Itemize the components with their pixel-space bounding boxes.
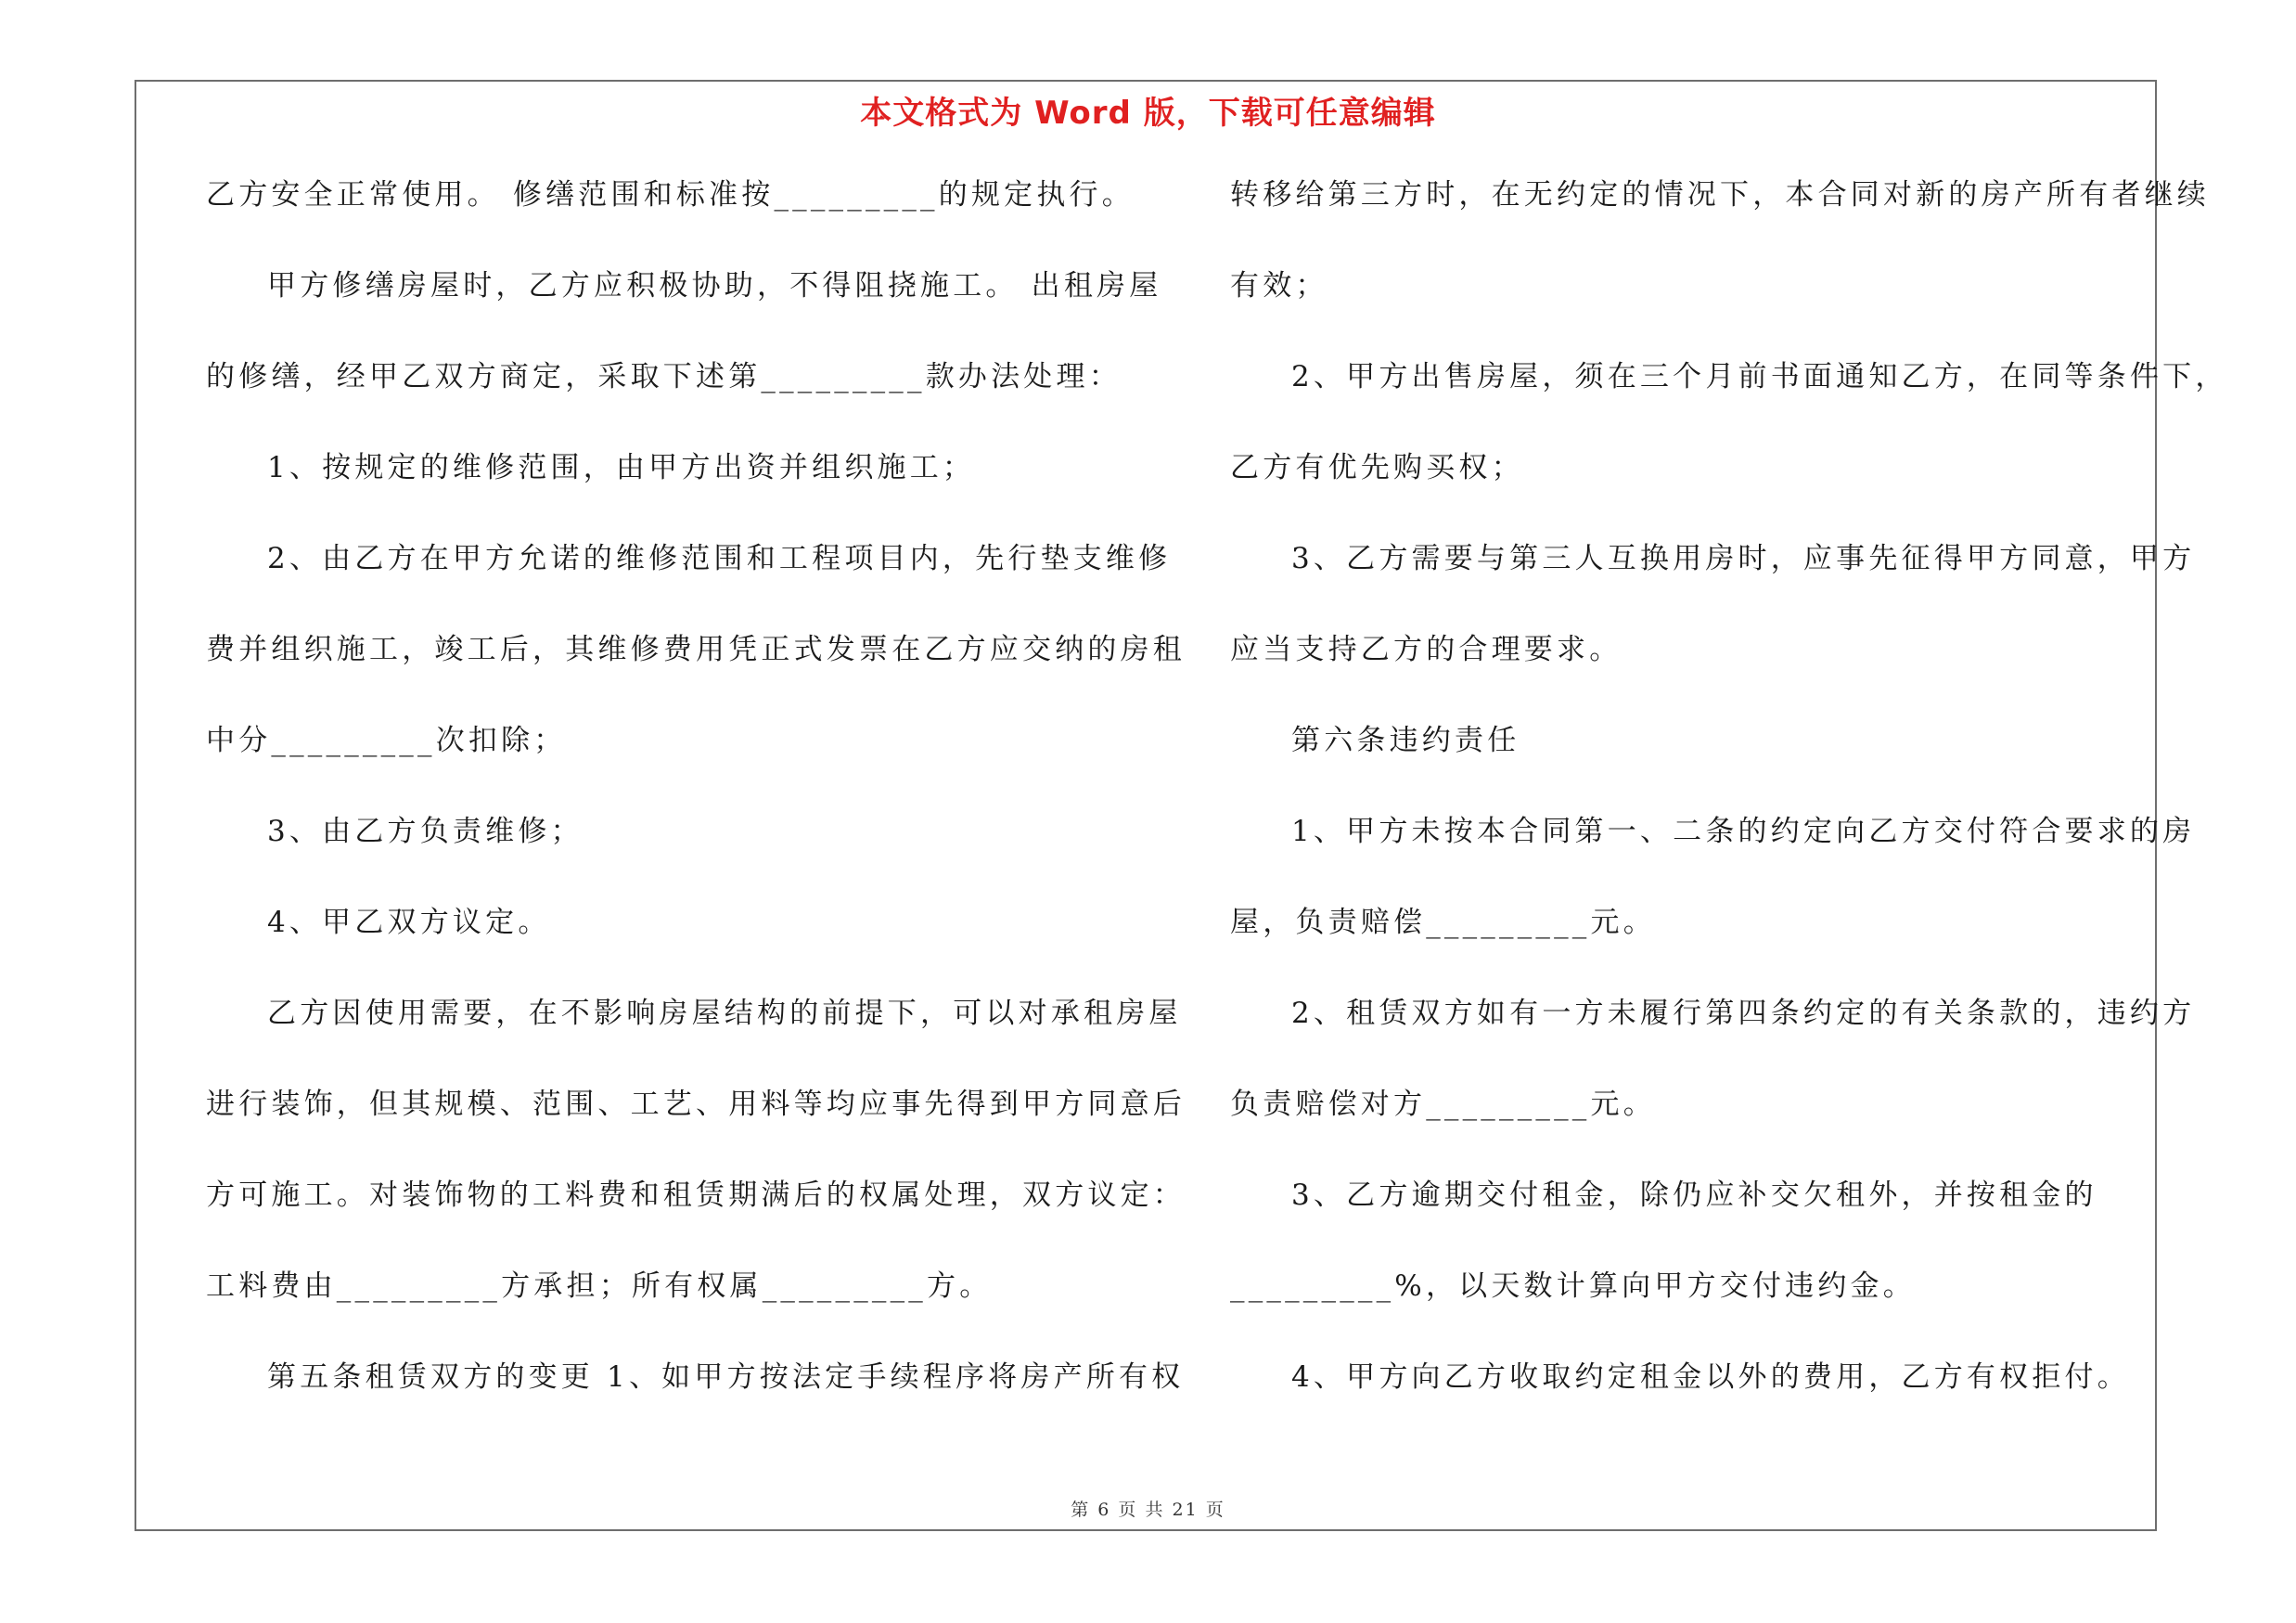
format-notice-banner: 本文格式为 Word 版，下载可任意编辑 xyxy=(860,95,1436,132)
text-line: 乙方有优先购买权； xyxy=(1230,451,1524,484)
text-line: 转移给第三方时，在无约定的情况下，本合同对新的房产所有者继续 xyxy=(1230,178,2210,212)
text-line: 进行装饰，但其规模、范围、工艺、用料等均应事先得到甲方同意后 xyxy=(206,1088,1186,1121)
text-line: 2、由乙方在甲方允诺的维修范围和工程项目内，先行垫支维修 xyxy=(267,542,1172,575)
text-line: 应当支持乙方的合理要求。 xyxy=(1230,633,1623,666)
text-line: 第五条租赁双方的变更 1、如甲方按法定手续程序将房产所有权 xyxy=(267,1360,1185,1394)
text-line: 4、甲方向乙方收取约定租金以外的费用，乙方有权拒付。 xyxy=(1291,1360,2130,1394)
text-line: 甲方修缮房屋时，乙方应积极协助，不得阻挠施工。 出租房屋 xyxy=(267,269,1162,303)
text-line: 2、甲方出售房屋，须在三个月前书面通知乙方，在同等条件下， xyxy=(1291,360,2228,393)
text-line: 3、由乙方负责维修； xyxy=(267,815,584,848)
text-line: 3、乙方需要与第三人互换用房时，应事先征得甲方同意，甲方 xyxy=(1291,542,2196,575)
text-line: 方可施工。对装饰物的工料费和租赁期满后的权属处理，双方议定： xyxy=(206,1179,1186,1212)
text-line: 的修缮，经甲乙双方商定，采取下述第_________款办法处理： xyxy=(206,360,1122,393)
text-line: 费并组织施工，竣工后，其维修费用凭正式发票在乙方应交纳的房租 xyxy=(206,633,1186,666)
text-line: 2、租赁双方如有一方未履行第四条约定的有关条款的，违约方 xyxy=(1291,997,2196,1030)
text-line: 1、按规定的维修范围，由甲方出资并组织施工； xyxy=(267,451,976,484)
text-line: 乙方安全正常使用。 修缮范围和标准按_________的规定执行。 xyxy=(206,178,1135,212)
text-line: 乙方因使用需要，在不影响房屋结构的前提下，可以对承租房屋 xyxy=(267,997,1182,1030)
page-number: 第 6 页 共 21 页 xyxy=(1071,1500,1225,1520)
text-line: 屋，负责赔偿_________元。 xyxy=(1230,906,1656,939)
section-heading: 第六条违约责任 xyxy=(1291,724,1520,757)
text-line: _________%，以天数计算向甲方交付违约金。 xyxy=(1230,1269,1916,1303)
text-line: 有效； xyxy=(1230,269,1328,303)
text-line: 3、乙方逾期交付租金，除仍应补交欠租外，并按租金的 xyxy=(1291,1179,2097,1212)
text-line: 4、甲乙双方议定。 xyxy=(267,906,551,939)
text-line: 工料费由_________方承担；所有权属_________方。 xyxy=(206,1269,993,1303)
text-line: 中分_________次扣除； xyxy=(206,724,567,757)
text-line: 负责赔偿对方_________元。 xyxy=(1230,1088,1656,1121)
text-line: 1、甲方未按本合同第一、二条的约定向乙方交付符合要求的房 xyxy=(1291,815,2196,848)
